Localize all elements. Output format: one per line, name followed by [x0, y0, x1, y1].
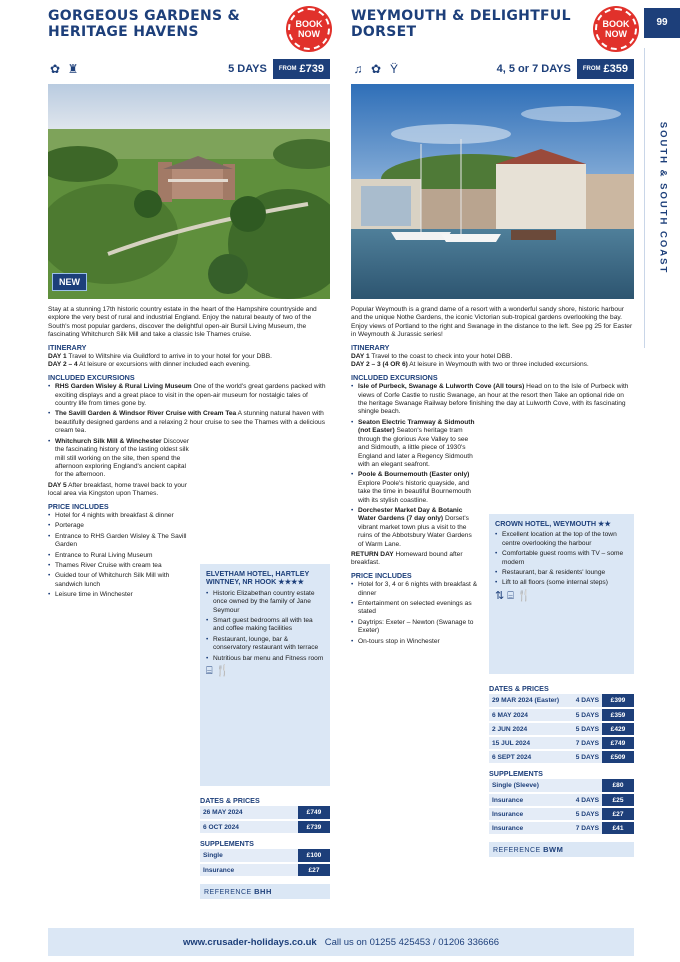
supplement-cell: Single (Sleeve) [489, 779, 562, 793]
days-price-bar [351, 58, 634, 80]
tour-title: WEYMOUTH & DELIGHTFUL DORSET [351, 8, 571, 40]
date-cell: 26 MAY 2024 [200, 806, 298, 820]
table-row [200, 820, 330, 834]
book-now-line2: NOW [298, 29, 320, 39]
itinerary-heading: ITINERARY [48, 342, 87, 352]
price-cell: £429 [602, 722, 634, 736]
dates-heading: DATES & PRICES [200, 796, 260, 805]
hotel-features [495, 531, 628, 587]
price-cell: £27 [602, 807, 634, 821]
price-includes-list [48, 512, 193, 600]
dates-prices-section [489, 680, 634, 857]
date-cell: 6 MAY 2024 [489, 708, 570, 722]
price-cell: £27 [298, 863, 330, 877]
website-link[interactable]: www.crusader-holidays.co.uk [182, 936, 317, 948]
book-now-badge[interactable] [288, 8, 330, 50]
price-cell: £359 [602, 708, 634, 722]
phone-text: Call us on 01255 425453 / 01206 336666 [324, 936, 500, 948]
excursion-item: • Poole & Bournemouth (Easter only) Explore Poole's historic quayside, and take the time in beautiful Bournemouth with its stylish coastline. [351, 471, 479, 505]
price-cell: £80 [602, 779, 634, 793]
hotel-icons [495, 589, 628, 602]
price-cell: £25 [602, 793, 634, 807]
days-cell: 4 DAYS [570, 694, 602, 708]
price-include-item: • Porterage [48, 522, 193, 530]
excursion-item: • Whitchurch Silk Mill & Winchester Discover the fascinating history of the lasting oldest silk mill still working on the site, then spend the afternoon exploring England's ancient capital for the afternoon. [48, 438, 193, 480]
days-cell: 5 DAYS [570, 722, 602, 736]
hotel-feature-item: • Restaurant, lounge, bar & conservatory restaurant with terrace [206, 636, 324, 653]
days-cell: 7 DAYS [570, 736, 602, 750]
days-cell: 5 DAYS [562, 807, 602, 821]
reference-code: REFERENCE BWM [489, 842, 634, 857]
day2-text: At leisure in Weymouth with two or three included excursions. [409, 361, 589, 369]
day24-label: DAY 2 – 4 [48, 361, 78, 369]
flower-icon: ✿ [49, 62, 61, 76]
table-row [489, 779, 634, 793]
tour-gardens [48, 8, 330, 896]
days-price-bar [48, 58, 330, 80]
price-cell: £739 [298, 820, 330, 834]
price-include-item: • Leisure time in Winchester [48, 591, 193, 599]
lift-icon: ⇅ [495, 589, 505, 602]
price-value: £739 [299, 63, 324, 75]
restaurant-icon: 🍴 [516, 589, 531, 602]
excursion-item: • Seaton Electric Tramway & Sidmouth (not Easter) Seaton's heritage tram through the glorious Axe Valley to see and Sidmouth, a little piece of 1930's England and later a Regency Sidmouth with an elegant seafront. [351, 419, 479, 469]
hotel-feature-item: • Restaurant, bar & residents' lounge [495, 569, 628, 577]
excursions-heading: INCLUDED EXCURSIONS [351, 372, 438, 382]
price-cell: £399 [602, 694, 634, 708]
days-cell: 4 DAYS [562, 793, 602, 807]
book-now-line1: BOOK [295, 19, 323, 29]
price-cell: £749 [602, 736, 634, 750]
price-include-item: • Daytrips: Exeter – Newton (Swanage to Exeter) [351, 619, 479, 636]
supplements-heading: SUPPLEMENTS [489, 769, 543, 778]
date-cell: 6 OCT 2024 [200, 820, 298, 834]
hotel-feature-item: • Nutritious bar menu and Fitness room [206, 655, 324, 663]
book-now-line2: NOW [605, 29, 627, 39]
new-badge: NEW [52, 273, 87, 291]
tour-days: 5 DAYS [228, 63, 267, 75]
price-value: £359 [603, 63, 628, 75]
supplement-cell: Single [200, 849, 298, 863]
tour-intro: Popular Weymouth is a grand dame of a resort with a wonderful sandy shore, historic harbour and the unique Nothe Gardens, the iconic Victorian sub-tropical gardens overlooking the bay. Enjoy views of Portland to the right and Swanage in the distance to the left. See pg 25 for Easter in Weymouth & Jurassic series! [351, 306, 633, 339]
table-row [489, 736, 634, 750]
price-include-item: • On-tours stop in Winchester [351, 638, 479, 646]
weymouth-harbour-image [351, 84, 634, 299]
supplements-table [200, 849, 330, 878]
date-cell: 6 SEPT 2024 [489, 750, 570, 764]
footer-bar [48, 928, 634, 956]
excursion-item: • Isle of Purbeck, Swanage & Lulworth Cove (All tours) Head on to the Isle of Purbeck with views of Corfe Castle to rustic Swanage, an hour at the resort then Take an optional ride on the heritage Swanage Railway before finishing the day at Lulworth Cove, with its fascinating shingle beach. [351, 383, 634, 417]
excursions-heading: INCLUDED EXCURSIONS [48, 372, 135, 382]
hotel-feature-item: • Historic Elizabethan country estate once owned by the family of Jane Seymour [206, 590, 324, 615]
book-now-badge[interactable] [595, 8, 637, 50]
price-includes-heading: PRICE INCLUDES [351, 570, 412, 580]
price-includes-heading: PRICE INCLUDES [48, 501, 109, 511]
day1-text: Travel to Wiltshire via Guildford to arrive in to your hotel for your DBB. [68, 353, 272, 361]
dates-table [489, 694, 634, 765]
days-cell [562, 779, 602, 793]
table-row [489, 722, 634, 736]
price-cell: £100 [298, 849, 330, 863]
supplements-table [489, 779, 634, 836]
tour-weymouth [351, 8, 634, 854]
tour-title: GORGEOUS GARDENS & HERITAGE HAVENS [48, 8, 241, 40]
tour-days: 4, 5 or 7 DAYS [496, 63, 571, 75]
day2-label: DAY 2 – 3 (4 OR 6) [351, 361, 408, 369]
table-row [200, 806, 330, 820]
price-include-item: • Entertainment on selected evenings as stated [351, 600, 479, 617]
harbour-photo [351, 84, 634, 299]
estate-aerial-image [48, 84, 330, 299]
music-icon: ♫ [353, 62, 363, 76]
table-row [489, 793, 634, 807]
price-include-item: • Entrance to Rural Living Museum [48, 552, 193, 560]
day5-text: After breakfast, home travel back to your local area via Kingston upon Thames. [48, 481, 187, 498]
date-cell: 2 JUN 2024 [489, 722, 570, 736]
building-icon: ♜ [67, 62, 79, 76]
itinerary-heading: ITINERARY [351, 342, 390, 352]
excursion-item: • The Savill Garden & Windsor River Cruise with Cream Tea A stunning natural haven with beautifully designed gardens and a relaxing 2 hour cruise to see the Thames with a delicious cream tea. [48, 410, 330, 435]
price-include-item: • Hotel for 4 nights with breakfast & dinner [48, 512, 193, 520]
price-tag [273, 59, 330, 79]
day5-label: DAY 5 [48, 481, 67, 489]
drink-icon: Ÿ [389, 62, 398, 76]
day24-text: At leisure or excursions with dinner included each evening. [79, 361, 251, 369]
table-row [489, 694, 634, 708]
hotel-name: ELVETHAM HOTEL, HARTLEY WINTNEY, NR HOOK ★★★★ [206, 569, 310, 587]
section-tab [644, 48, 680, 348]
price-cell: £509 [602, 750, 634, 764]
tour-body [48, 306, 330, 602]
price-include-item: • Hotel for 3, 4 or 6 nights with breakfast & dinner [351, 581, 479, 598]
table-row [200, 863, 330, 877]
excursion-item: • RHS Garden Wisley & Rural Living Museum One of the world's great gardens packed with exciting displays and a great place to visit in the open-air museum for nostalgic tales of country life from times gone by. [48, 383, 330, 408]
supplement-cell: Insurance [489, 821, 562, 835]
hotel-feature-item: • Excellent location at the top of the town centre overlooking the harbour [495, 531, 628, 548]
hotel-feature-item: • Smart guest bedrooms all with tea and coffee making facilities [206, 617, 324, 634]
days-cell: 5 DAYS [570, 708, 602, 722]
table-row [489, 750, 634, 764]
estate-photo [48, 84, 330, 299]
days-cell: 5 DAYS [570, 750, 602, 764]
supplement-cell: Insurance [200, 863, 298, 877]
date-cell: 15 JUL 2024 [489, 736, 570, 750]
supplements-heading: SUPPLEMENTS [200, 839, 254, 848]
supplement-cell: Insurance [489, 793, 562, 807]
price-cell: £749 [298, 806, 330, 820]
hotel-name: CROWN HOTEL, WEYMOUTH ★★ [495, 519, 611, 528]
hotel-feature-item: • Comfortable guest rooms with TV – some modern [495, 550, 628, 567]
dates-prices-section [200, 792, 330, 899]
excursion-item: • Dorchester Market Day & Botanic Water Gardens (7 day only) Dorset's vibrant market town plus a visit to the ruins of the Abbotsbury Water Gardens of Warm Lane. [351, 507, 479, 549]
page-number: 99 [644, 8, 680, 38]
stairs-icon: ⌸ [507, 589, 514, 602]
flower-icon: ✿ [370, 62, 382, 76]
days-cell: 7 DAYS [562, 821, 602, 835]
dates-heading: DATES & PRICES [489, 684, 549, 693]
date-cell: 29 MAR 2024 (Easter) [489, 694, 570, 708]
price-cell: £41 [602, 821, 634, 835]
price-includes-list [351, 581, 479, 646]
table-row [200, 849, 330, 863]
hotel-icons [206, 665, 324, 678]
hotel-box [489, 514, 634, 674]
stairs-icon: ⌸ [206, 665, 213, 678]
price-include-item: • Thames River Cruise with cream tea [48, 562, 193, 570]
price-from: FROM [582, 66, 601, 72]
tour-intro: Stay at a stunning 17th historic country estate in the heart of the Hampshire countryside and explore the very best of rural and industrial England. Enjoy the natural beauty of two of the South's most popular gardens, discover the delightful open-air Bursil Living Museum, the fascinating Whitchurch Silk Mill and take a classic Isle Thames cruise. [48, 306, 317, 339]
hotel-features [206, 590, 324, 663]
price-include-item: • Guided tour of Whitchurch Silk Mill with sandwich lunch [48, 572, 193, 589]
table-row [489, 807, 634, 821]
book-now-line1: BOOK [602, 19, 630, 29]
day1-label: DAY 1 [351, 353, 370, 361]
section-tab-label: SOUTH & SOUTH COAST [657, 121, 669, 275]
day1-label: DAY 1 [48, 353, 67, 361]
day1-text: Travel to the coast to check into your hotel DBB. [371, 353, 513, 361]
reference-code: REFERENCE BHH [200, 884, 330, 899]
supplement-cell: Insurance [489, 807, 562, 821]
hotel-feature-item: • Lift to all floors (some internal steps) [495, 579, 628, 587]
hotel-box [200, 564, 330, 786]
price-tag [577, 59, 634, 79]
dates-table [200, 806, 330, 835]
return-label: RETURN DAY [351, 550, 394, 558]
table-row [489, 821, 634, 835]
restaurant-icon: 🍴 [215, 665, 230, 678]
price-from: FROM [278, 66, 297, 72]
return-text: Homeward bound after breakfast. [351, 550, 463, 567]
price-include-item: • Entrance to RHS Garden Wisley & The Savill Garden [48, 533, 193, 550]
table-row [489, 708, 634, 722]
